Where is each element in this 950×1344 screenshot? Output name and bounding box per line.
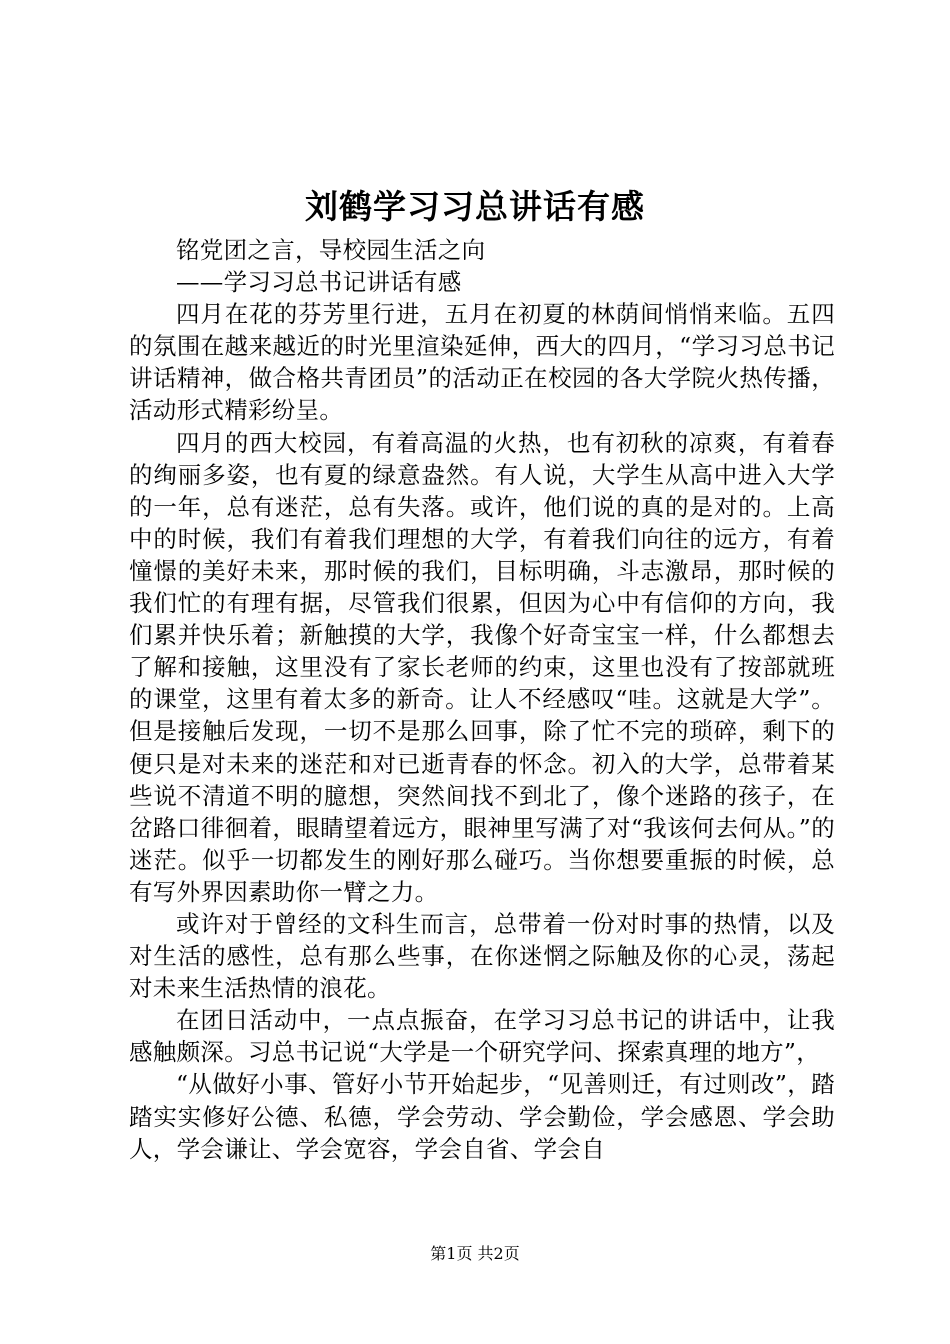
- body-paragraph: 或许对于曾经的文科生而言，总带着一份对时事的热情，以及对生活的感性，总有那么些事，在你迷惘之际触及你的心灵，荡起对未来生活热情的浪花。: [129, 909, 835, 1003]
- document-body: [129, 234, 835, 1165]
- body-paragraph: 四月在花的芬芳里行进，五月在初夏的林荫间悄悄来临。五四的氛围在越来越近的时光里渲染延伸，西大的四月，“学习习总书记讲话精神，做合格共青团员”的活动正在校园的各大学院火热传播，活动形式精彩纷呈。: [129, 300, 835, 425]
- subtitle-line: 铭党团之言，导校园生活之向: [176, 236, 486, 264]
- body-paragraph: “从做好小事、管好小节开始起步，“见善则迁，有过则改”，踏踏实实修好公德、私德，学会劳动、学会勤俭，学会感恩、学会助人，学会谦让、学会宽容，学会自省、学会自: [129, 1070, 835, 1163]
- body-paragraph: 四月的西大校园，有着高温的火热，也有初秋的凉爽，有着春的绚丽多姿，也有夏的绿意盎然。有人说，大学生从高中进入大学的一年，总有迷茫，总有失落。或许，他们说的真的是对的。上高中的时候，我们有着我们理想的大学，有着我们向往的远方，有着憧憬的美好未来，那时候的我们，目标明确，斗志激昂，那时候的我们忙的有理有据，尽管我们很累，但因为心中有信仰的方向，我们累并快乐着；新触摸的大学，我像个好奇宝宝一样，什么都想去了解和接触，这里没有了家长老师的约束，这里也没有了按部就班的课堂，这里有着太多的新奇。让人不经感叹“哇。这就是大学”。但是接触后发现，一切不是那么回事，除了忙不完的琐碎，剩下的便只是对未来的迷茫和对已逝青春的怀念。初入的大学，总带着某些说不清道不明的臆想，突然间找不到北了，像个迷路的孩子，在岔路口徘徊着，眼睛望着远方，眼神里写满了对“我该何去何从。”的迷茫。似乎一切都发生的刚好那么碰巧。当你想要重振的时候，总有写外界因素助你一臂之力。: [129, 428, 835, 906]
- document-title: 刘鹤学习习总讲话有感: [305, 187, 645, 226]
- subtitle-subline: ——学习习总书记讲话有感: [176, 268, 462, 297]
- page-footer: 第1页 共2页: [430, 1244, 520, 1263]
- body-paragraph: 在团日活动中，一点点振奋，在学习习总书记的讲话中，让我感触颇深。习总书记说“大学是一个研究学问、探索真理的地方”，: [129, 1006, 835, 1067]
